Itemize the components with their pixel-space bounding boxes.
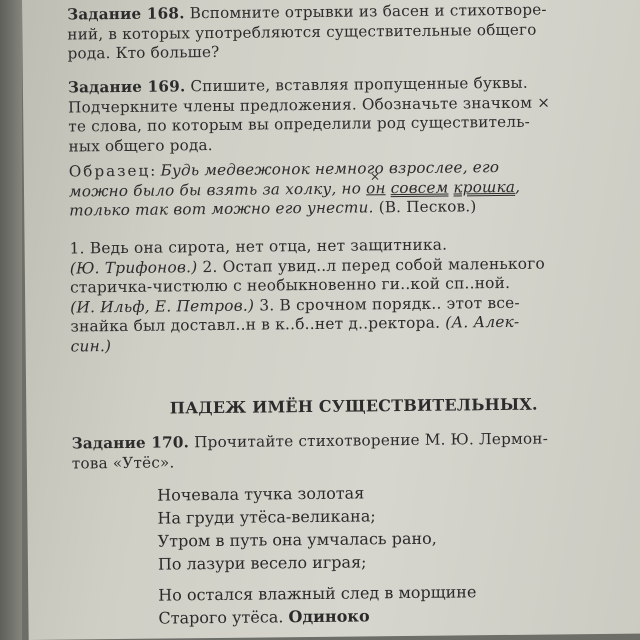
task-170-line-2: това «Утёс». [71,452,175,473]
task-169-line-1: Задание 169. Спишите, вставляя пропущенные буквы. [67,73,528,97]
example-line-2: можно было бы взять за холку, но × он совсем крошка, [69,176,634,201]
example-line-3: только так вот можно его унести. (В. Песков.) [69,197,477,220]
example-line-1: Образец: Будь медвежонок немного взрослее, его [68,158,500,181]
subject-word: × он [366,179,386,197]
task-170 [72,429,637,474]
example-label: Образец [68,161,151,181]
poem-line: По лазури весело играя; [157,552,367,574]
poem-line: Старого утёса. Одиноко [158,606,370,628]
exercise-line-4: (И. Ильф, Е. Петров.) 3. В срочном порядк.. этот все- [70,293,520,317]
poem-line: Но остался влажный след в морщине [158,582,477,605]
predicate-adverb: совсем [390,178,449,197]
exercise-line-1: 1. Ведь она сирота, нет отца, нет защитника. [69,235,448,258]
task-169-line-4: ных общего рода. [68,135,213,156]
task-169-label: Задание 169. [67,77,186,97]
exercise-line-5: знайка был доставл..н в к..б..нет д..ректора. (А. Алек- [70,312,520,336]
example-block [69,157,635,221]
exercise-line-3: старичка-чистюлю с необыкновенно ги..кой сп..ной. [69,273,511,297]
poem [157,479,629,630]
task-168-line-3: рода. Кто больше? [67,42,220,63]
textbook-page [22,0,640,640]
poem-line: На груди утёса-великана; [157,506,376,528]
task-168-label: Задание 168. [67,4,185,24]
task-170-line-1: Задание 170. Прочитайте стихотворение М. Ю. Лермон- [71,429,549,453]
predicate-noun: крошка [453,177,516,196]
exercise-sentences [70,234,636,357]
section-heading: ПАДЕЖ ИМЁН СУЩЕСТВИТЕЛЬНЫХ. [169,394,538,418]
task-168-line-1: Задание 168. Вспомните отрывки из басен и стихотворе- [67,0,547,24]
exercise-line-2: (Ю. Трифонов.) 2. Остап увид..л перед собой маленького [69,254,546,278]
task-168 [67,0,633,64]
task-170-label: Задание 170. [71,433,190,453]
task-168-line-2: ний, в которых употребляются существительные общего [67,20,537,44]
task-169-line-2: Подчеркните члены предложения. Обозначьте значком × [68,92,551,117]
book-spine-shadow [0,0,22,640]
task-169 [68,73,634,157]
poem-line: Ночевала тучка золотая [157,483,365,505]
exercise-line-6: син.) [70,336,112,356]
poem-line: Утром в путь она умчалась рано, [157,528,437,551]
task-169-line-3: те слова, по которым вы определили род существитель- [68,112,531,136]
